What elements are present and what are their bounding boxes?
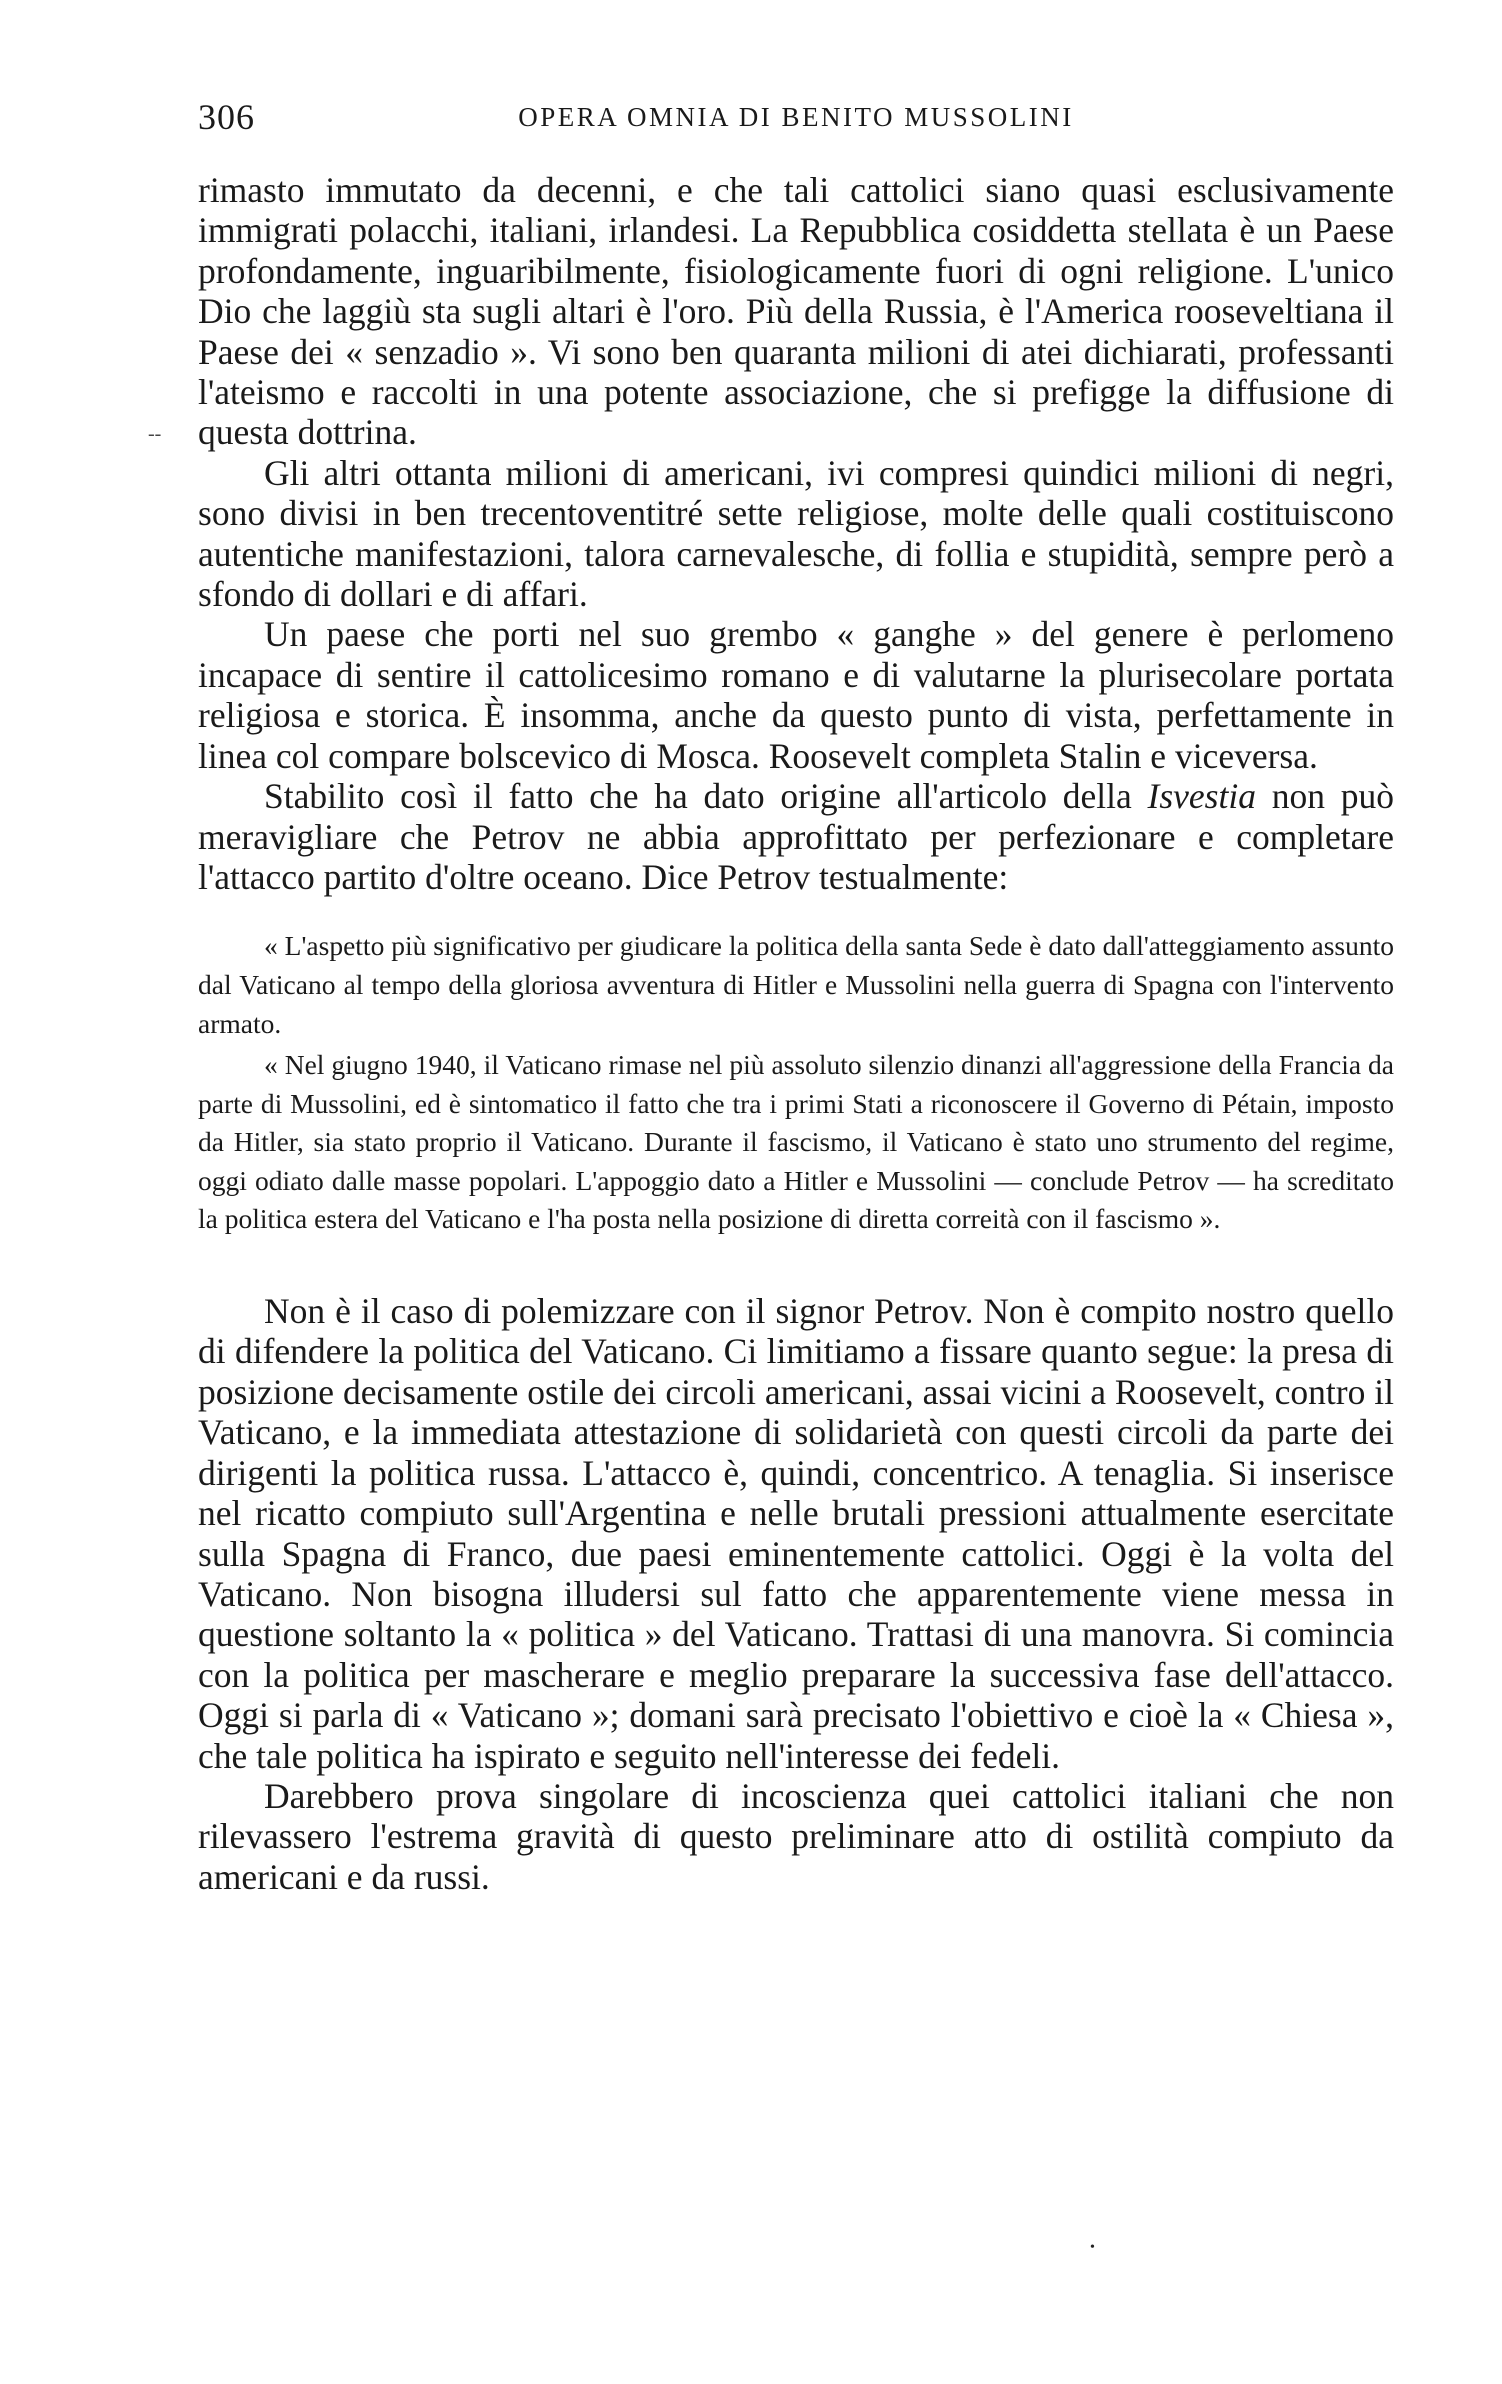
newspaper-title: Isvestia (1147, 776, 1256, 817)
page-number: 306 (198, 97, 255, 137)
paragraph: Un paese che porti nel suo grembo « ganghe » del genere è perlomeno incapace di sentire il cattolicesimo romano e di valutarne la plurisecolare portata religiosa e storica. È insomma, anche da questo punto di vista, perfettamente in linea col compare bolscevico di Mosca. Roosevelt completa Stalin e viceversa. (198, 614, 1394, 776)
print-speck: • (1090, 2240, 1095, 2255)
paragraph-text: non può meravigliare che Petrov ne abbia approfittato per perfezionare e completare l'attacco partito d'oltre oceano. Dice Petrov testualmente: (198, 776, 1394, 897)
paragraph (198, 776, 1394, 897)
body-text (198, 170, 1394, 1897)
margin-mark: ‐‐ (148, 423, 162, 445)
running-title: OPERA OMNIA DI BENITO MUSSOLINI (518, 102, 1074, 132)
running-head (198, 96, 1394, 146)
paragraph: Darebbero prova singolare di incoscienza quei cattolici italiani che non rilevassero l'estrema gravità di questo preliminare atto di ostilità compiuto da americani e da russi. (198, 1775, 1394, 1897)
paragraph: Gli altri ottanta milioni di americani, ivi compresi quindici milioni di negri, sono divisi in ben trecentoventitré sette religiose, molte delle quali costituiscono autentiche manifestazioni, talora carnevalesche, di follia e stupidità, sempre però a sfondo di dollari e di affari. (198, 452, 1394, 615)
paragraph: Non è il caso di polemizzare con il signor Petrov. Non è compito nostro quello di difendere la politica del Vaticano. Ci limitiamo a fissare quanto segue: la presa di posizione decisamente ostile dei circoli americani, assai vicini a Roosevelt, contro il Vaticano, e la immediata attestazione di solidarietà con questi circoli da parte dei dirigenti la politica russa. L'attacco è, quindi, concentrico. A tenaglia. Si inserisce nel ricatto compiuto sull'Argentina e nelle brutali pressioni attualmente esercitate sulla Spagna di Franco, due paesi eminentemente cattolici. Oggi è la volta del Vaticano. Non bisogna illudersi sul fatto che apparentemente viene messa in questione soltanto la « politica » del Vaticano. Trattasi di una manovra. Si comincia con la politica per mascherare e meglio preparare la successiva fase dell'attacco. Oggi si parla di « Vaticano »; domani sarà precisato l'obiettivo e cioè la « Chiesa », che tale politica ha ispirato e seguito nell'interesse dei fedeli. (198, 1291, 1394, 1776)
paragraph-continued: rimasto immutato da decenni, e che tali cattolici siano quasi esclusivamente immigrati polacchi, italiani, irlandesi. La Repubblica cosiddetta stellata è un Paese profondamente, inguaribilmente, fisiologicamente fuori di ogni religione. L'unico Dio che laggiù sta sugli altari è l'oro. Più della Russia, è l'America rooseveltiana il Paese dei « senzadio ». Vi sono ben quaranta milioni di atei dichiarati, professanti l'ateismo e raccolti in una potente associazione, che si prefigge la diffusione di questa dottrina. (198, 170, 1394, 453)
quote-paragraph: « L'aspetto più significativo per giudicare la politica della santa Sede è dato dall'atteggiamento assunto dal Vaticano al tempo della gloriosa avventura di Hitler e Mussolini nella guerra di Spagna con l'intervento armato. (198, 930, 1394, 1039)
quoted-passage (198, 927, 1394, 1239)
paragraph-text: Stabilito così il fatto che ha dato origine all'articolo della (264, 776, 1148, 817)
quote-paragraph: « Nel giugno 1940, il Vaticano rimase nel più assoluto silenzio dinanzi all'aggressione della Francia da parte di Mussolini, ed è sintomatico il fatto che tra i primi Stati a riconoscere il Governo di Pétain, imposto da Hitler, sia stato proprio il Vaticano. Durante il fascismo, il Vaticano è stato uno strumento del regime, oggi odiato dalle masse popolari. L'appoggio dato a Hitler e Mussolini — conclude Petrov — ha screditato la politica estera del Vaticano e l'ha posta nella posizione di diretta correità con il fascismo ». (198, 1049, 1394, 1235)
